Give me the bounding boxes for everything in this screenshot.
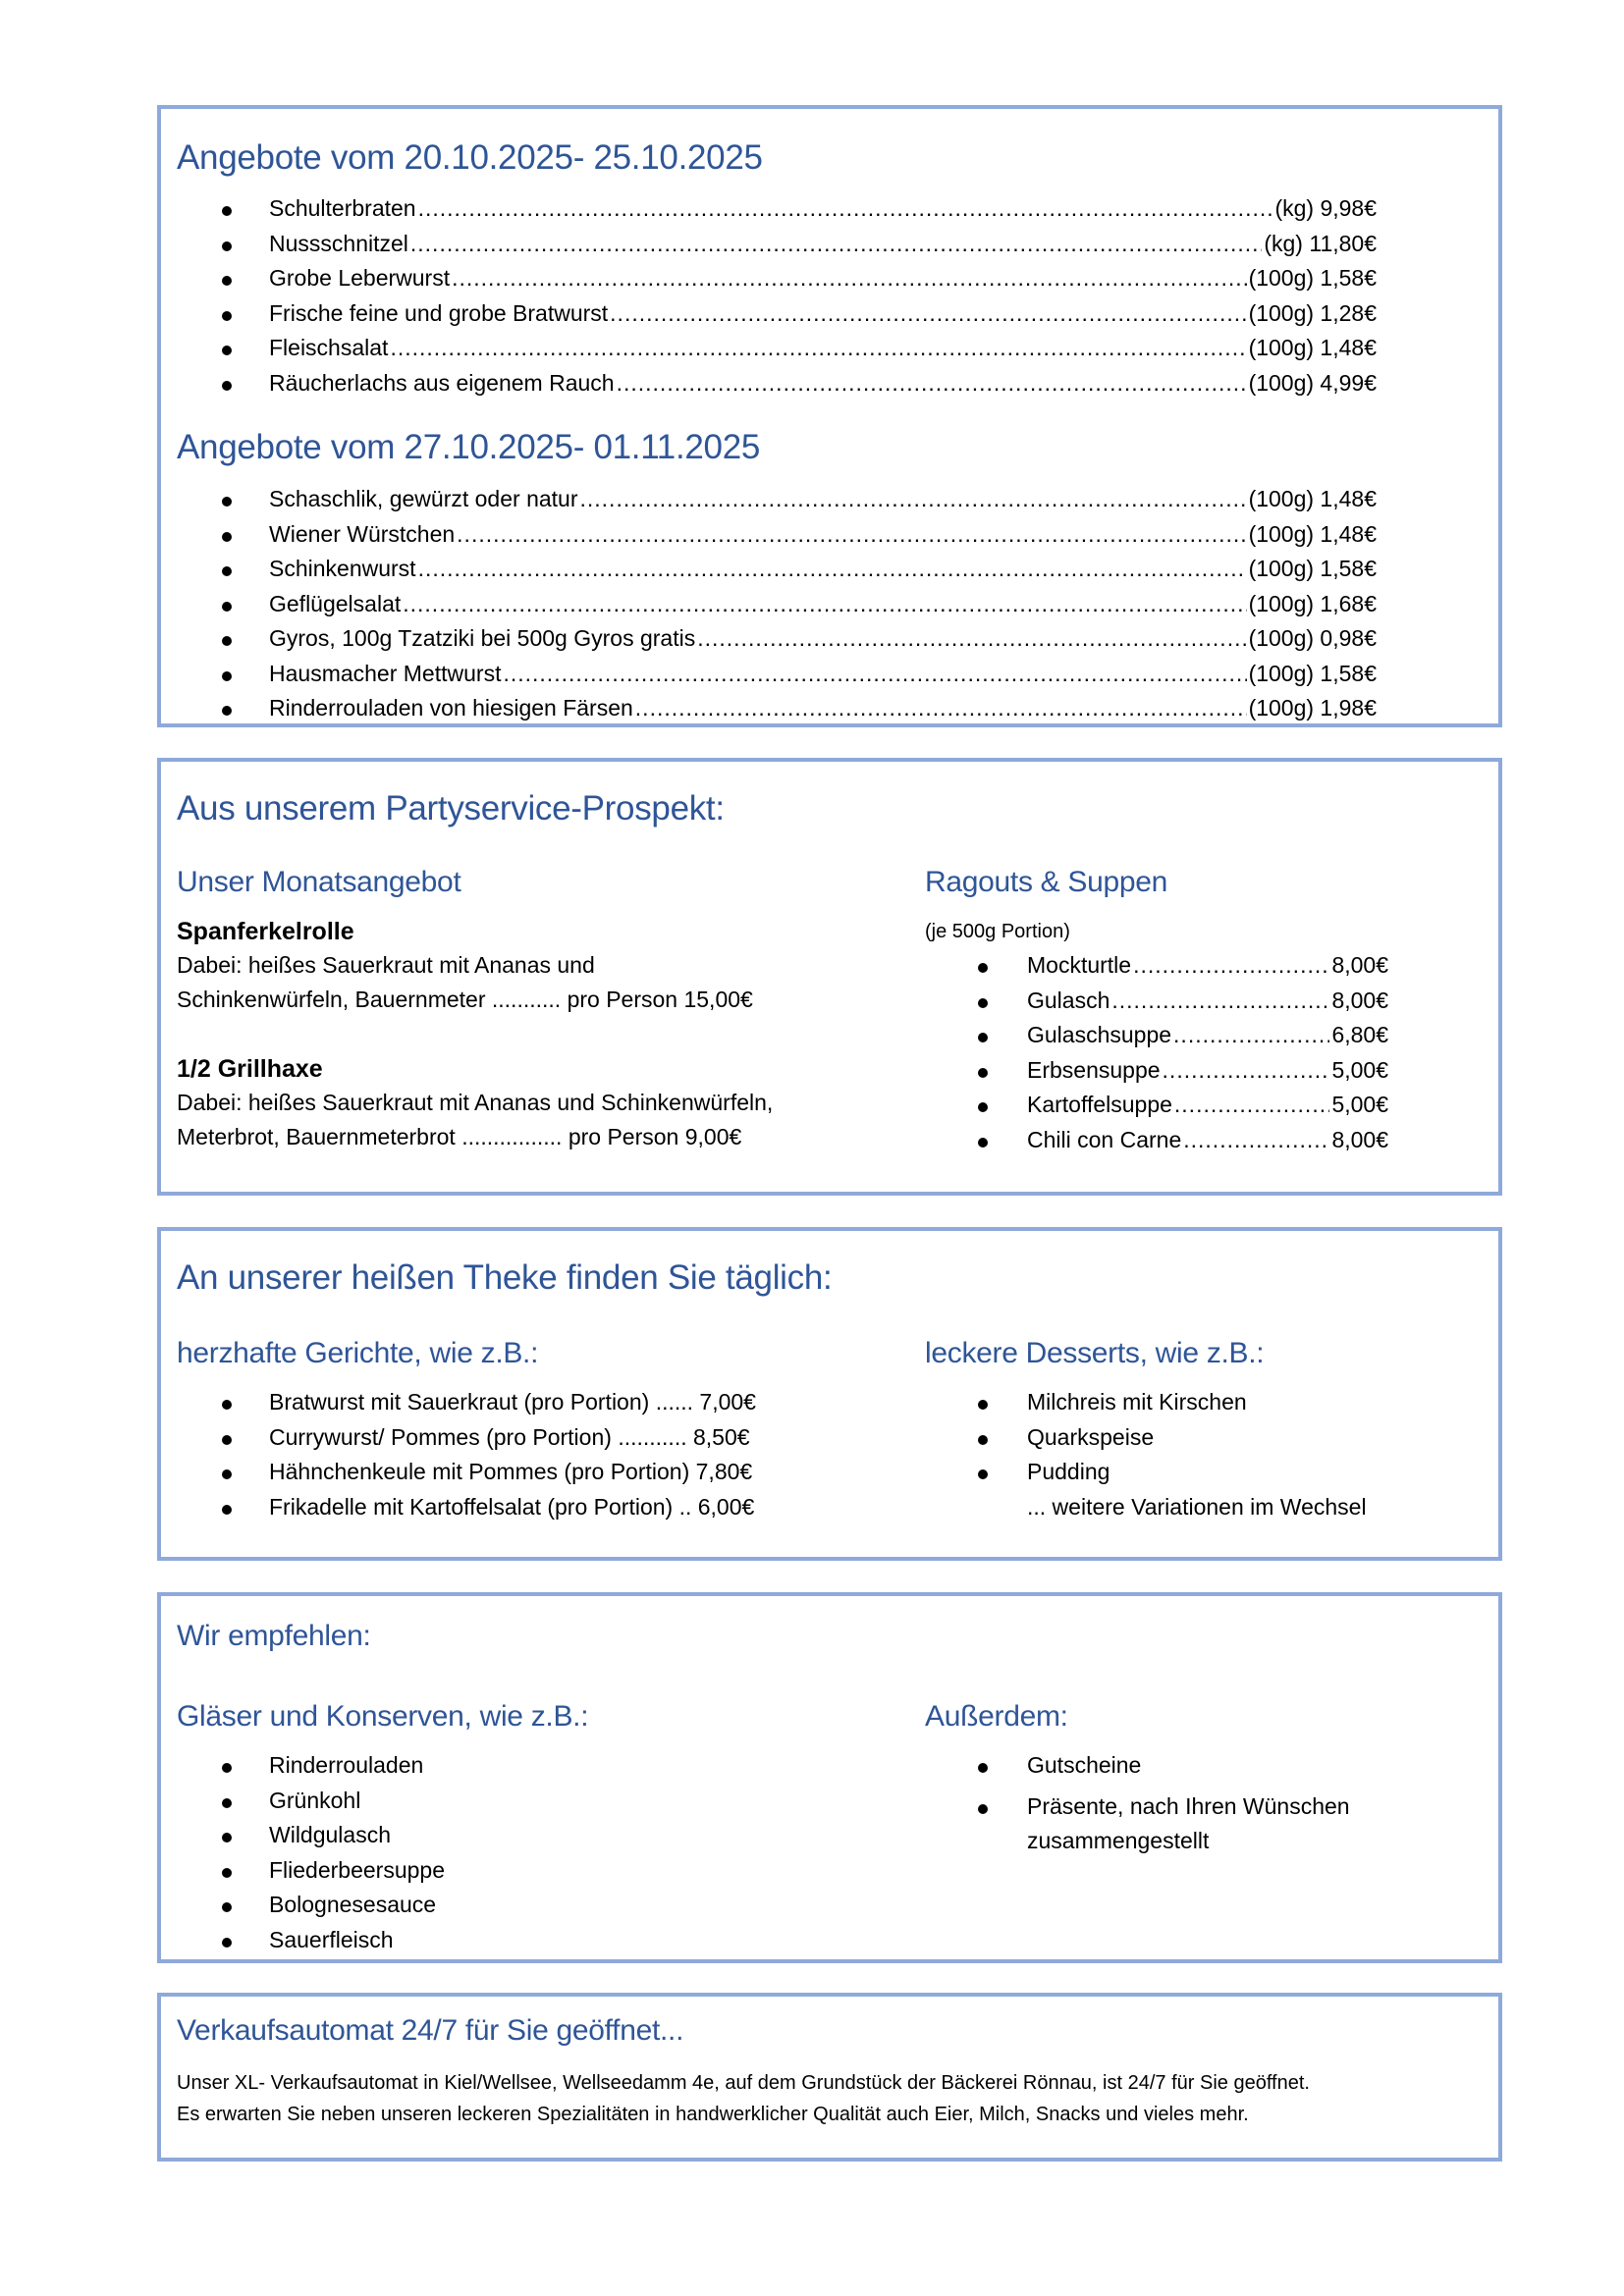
list-item: Chili con Carne ..... 8,00€ <box>978 1123 1388 1158</box>
vending-line2: Es erwarten Sie neben unseren leckeren Spezialitäten in handwerklicher Qualität auch Eier, Milch, Snacks und vieles mehr. <box>177 2104 1249 2125</box>
price: 8,00€ <box>1331 987 1388 1013</box>
list-item: Mockturtle ..... 8,00€ <box>978 948 1388 984</box>
bullet-icon <box>978 1033 988 1042</box>
bullet-icon <box>978 1469 988 1479</box>
list-item: Pudding <box>978 1455 1469 1490</box>
list-item: Gyros, 100g Tzatziki bei 500g Gyros gratis ..... (100g) 0,98€ <box>222 621 1377 657</box>
list-item: Grünkohl <box>222 1784 713 1819</box>
bullet-icon <box>978 1763 988 1773</box>
offer2-name: 1/2 Grillhaxe <box>177 1055 323 1083</box>
bullet-icon <box>978 1400 988 1410</box>
bullet-icon <box>222 532 232 542</box>
list-item: Schaschlik, gewürzt oder natur ..... (100g) 1,48€ <box>222 482 1377 517</box>
week1-title: Angebote vom 20.10.2025- 25.10.2025 <box>177 138 763 177</box>
bullet-icon <box>222 1763 232 1773</box>
party-service-box <box>157 758 1502 1196</box>
week2-title: Angebote vom 27.10.2025- 01.11.2025 <box>177 428 761 466</box>
ragouts-note: (je 500g Portion) <box>925 921 1070 942</box>
list-item: Erbsensuppe ..... 5,00€ <box>978 1053 1388 1089</box>
vending-title: Verkaufsautomat 24/7 für Sie geöffnet... <box>177 2014 684 2047</box>
bullet-icon <box>222 1902 232 1912</box>
desserts-list <box>978 1385 1469 1524</box>
bullet-icon <box>978 1138 988 1148</box>
hearty-heading: herzhafte Gerichte, wie z.B.: <box>177 1337 539 1369</box>
price: 8,50€ <box>693 1423 750 1450</box>
price: 5,00€ <box>1331 1056 1388 1083</box>
list-item: Fleischsalat ..... (100g) 1,48€ <box>222 331 1377 366</box>
bullet-icon <box>222 1435 232 1445</box>
price: (100g) 1,48€ <box>1248 486 1377 511</box>
list-item: Frikadelle mit Kartoffelsalat (pro Portion) .. 6,00€ <box>222 1490 811 1525</box>
jars-heading: Gläser und Konserven, wie z.B.: <box>177 1700 589 1733</box>
list-item: Räucherlachs aus eigenem Rauch ..... (100g) 4,99€ <box>222 366 1377 401</box>
bullet-icon <box>222 497 232 507</box>
price: (kg) 11,80€ <box>1264 230 1377 256</box>
price: (100g) 1,28€ <box>1248 299 1377 326</box>
price: pro Person 15,00€ <box>567 987 753 1012</box>
bullet-icon <box>978 1102 988 1112</box>
offer1-line2: Schinkenwürfeln, Bauernmeter ........... pro Person 15,00€ <box>177 987 753 1012</box>
price: (100g) 1,58€ <box>1248 265 1377 291</box>
bullet-icon <box>222 1798 232 1808</box>
list-item: Schinkenwurst ..... (100g) 1,58€ <box>222 552 1377 587</box>
offer1-name: Spanferkelrolle <box>177 918 354 945</box>
price: (kg) 9,98€ <box>1274 195 1377 221</box>
also-heading: Außerdem: <box>925 1700 1068 1733</box>
list-item: Präsente, nach Ihren Wünschen <box>978 1789 1469 1825</box>
list-item: Wildgulasch <box>222 1818 713 1853</box>
hot-counter-title: An unserer heißen Theke finden Sie täglich: <box>177 1258 833 1297</box>
price: 6,00€ <box>697 1493 755 1520</box>
bullet-icon <box>222 566 232 576</box>
list-item: Geflügelsalat ..... (100g) 1,68€ <box>222 587 1377 622</box>
list-item: Currywurst/ Pommes (pro Portion) ........... 8,50€ <box>222 1420 811 1456</box>
bullet-icon <box>222 1469 232 1479</box>
bullet-icon <box>222 241 232 251</box>
list-item: Bratwurst mit Sauerkraut (pro Portion) ...... 7,00€ <box>222 1385 811 1420</box>
recommend-title: Wir empfehlen: <box>177 1620 371 1652</box>
desserts-heading: leckere Desserts, wie z.B.: <box>925 1337 1265 1369</box>
bullet-icon <box>222 1400 232 1410</box>
price: 7,00€ <box>699 1389 756 1415</box>
bullet-icon <box>978 998 988 1008</box>
price: 7,80€ <box>695 1459 753 1484</box>
bullet-icon <box>978 1804 988 1814</box>
price: (100g) 1,58€ <box>1248 556 1377 581</box>
bullet-icon <box>222 381 232 391</box>
bullet-icon <box>222 1505 232 1515</box>
bullet-icon <box>978 1068 988 1078</box>
price: (100g) 4,99€ <box>1248 369 1377 396</box>
recommend-box <box>157 1592 1502 1963</box>
offer2-line2: Meterbrot, Bauernmeterbrot ................ pro Person 9,00€ <box>177 1124 742 1149</box>
list-item: Schulterbraten ..... (kg) 9,98€ <box>222 191 1377 227</box>
bullet-icon <box>222 346 232 355</box>
list-item: Rinderrouladen <box>222 1748 713 1784</box>
weekly-offers-box <box>157 105 1502 727</box>
price: (100g) 1,98€ <box>1248 695 1377 721</box>
also-list <box>978 1748 1469 1859</box>
bullet-icon <box>222 1833 232 1842</box>
bullet-icon <box>222 311 232 321</box>
bullet-icon <box>222 602 232 612</box>
price: (100g) 1,68€ <box>1248 590 1377 616</box>
list-item: Gulaschsuppe ..... 6,80€ <box>978 1018 1388 1053</box>
ragouts-list <box>978 948 1388 1157</box>
week1-list <box>222 191 1377 400</box>
list-item: Sauerfleisch <box>222 1923 713 1958</box>
bullet-icon <box>978 963 988 973</box>
bullet-icon <box>978 1435 988 1445</box>
price: 6,80€ <box>1331 1022 1388 1047</box>
hearty-list <box>222 1385 811 1524</box>
price: (100g) 0,98€ <box>1248 625 1377 651</box>
list-item: Wiener Würstchen ..... (100g) 1,48€ <box>222 517 1377 553</box>
monthly-heading: Unser Monatsangebot <box>177 866 461 898</box>
desserts-note: ... weitere Variationen im Wechsel <box>1027 1493 1367 1520</box>
list-item: Kartoffelsuppe ..... 5,00€ <box>978 1088 1388 1123</box>
bullet-icon <box>222 276 232 286</box>
party-title: Aus unserem Partyservice-Prospekt: <box>177 789 725 828</box>
bullet-icon <box>222 636 232 646</box>
week2-list <box>222 482 1377 726</box>
list-item: Gulasch ..... 8,00€ <box>978 984 1388 1019</box>
list-item: Bolognesesauce <box>222 1888 713 1923</box>
bullet-icon <box>222 671 232 681</box>
price: 8,00€ <box>1331 952 1388 978</box>
bullet-icon <box>222 706 232 716</box>
price: 5,00€ <box>1331 1092 1388 1117</box>
bullet-icon <box>222 1868 232 1878</box>
list-item: Gutscheine <box>978 1748 1469 1784</box>
list-item-continuation: zusammengestellt <box>1027 1828 1210 1853</box>
list-item: Hähnchenkeule mit Pommes (pro Portion) 7,80€ <box>222 1455 811 1490</box>
vending-box <box>157 1993 1502 2162</box>
list-item: Rinderrouladen von hiesigen Färsen ..... (100g) 1,98€ <box>222 691 1377 726</box>
list-item: Frische feine und grobe Bratwurst ..... (100g) 1,28€ <box>222 296 1377 332</box>
price: 8,00€ <box>1331 1126 1388 1152</box>
price: (100g) 1,48€ <box>1248 520 1377 547</box>
hot-counter-box <box>157 1227 1502 1561</box>
price: (100g) 1,48€ <box>1248 335 1377 360</box>
bullet-icon <box>222 206 232 216</box>
list-item: Quarkspeise <box>978 1420 1469 1456</box>
price: (100g) 1,58€ <box>1248 660 1377 686</box>
offer2-line1: Dabei: heißes Sauerkraut mit Ananas und Schinkenwürfeln, <box>177 1090 774 1115</box>
vending-line1: Unser XL- Verkaufsautomat in Kiel/Wellsee, Wellseedamm 4e, auf dem Grundstück der Bäckerei Rönnau, ist 24/7 für Sie geöffnet. <box>177 2072 1310 2094</box>
list-item: Nussschnitzel ..... (kg) 11,80€ <box>222 227 1377 262</box>
list-item: Fliederbeersuppe <box>222 1853 713 1889</box>
jars-list <box>222 1748 713 1957</box>
bullet-icon <box>222 1938 232 1948</box>
list-item: Milchreis mit Kirschen <box>978 1385 1469 1420</box>
offer1-line1: Dabei: heißes Sauerkraut mit Ananas und <box>177 952 595 978</box>
ragouts-heading: Ragouts & Suppen <box>925 866 1168 898</box>
list-item: Grobe Leberwurst ..... (100g) 1,58€ <box>222 261 1377 296</box>
price: pro Person 9,00€ <box>568 1124 742 1149</box>
list-item: Hausmacher Mettwurst ..... (100g) 1,58€ <box>222 657 1377 692</box>
